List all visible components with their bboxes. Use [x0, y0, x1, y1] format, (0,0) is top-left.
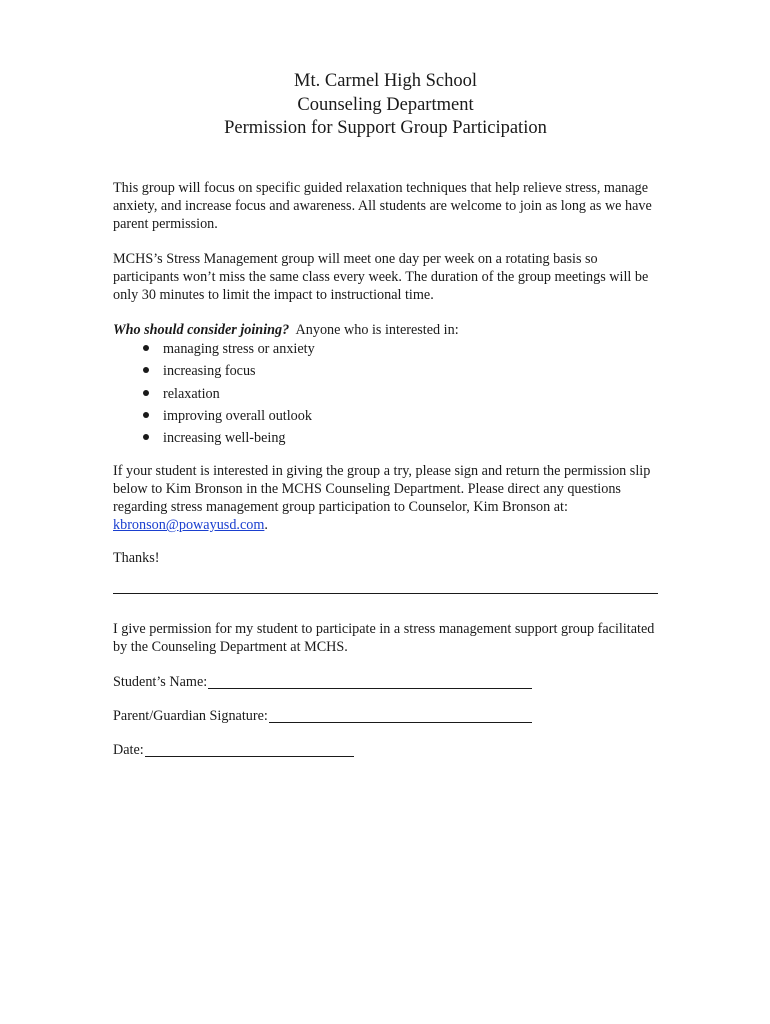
cut-line-divider	[113, 593, 658, 594]
date-field	[113, 741, 354, 759]
student-name-blank[interactable]	[208, 674, 532, 689]
form-header	[113, 70, 658, 141]
signature-label: Parent/Guardian Signature:	[113, 708, 268, 724]
signature-blank[interactable]	[269, 708, 532, 723]
bullet-icon	[143, 412, 149, 418]
list-item	[113, 385, 658, 407]
counselor-email-link[interactable]: kbronson@powayusd.com	[113, 517, 265, 533]
bullet-icon	[143, 434, 149, 440]
list-item-label: relaxation	[163, 385, 220, 402]
bullet-icon	[143, 390, 149, 396]
email-suffix: .	[264, 517, 268, 533]
intro-paragraph: This group will focus on specific guided relaxation techniques that help relieve stress, manage anxiety, and increase focus and awareness. All students are welcome to join as long as we have parent permission.	[113, 180, 652, 232]
list-item-label: improving overall outlook	[163, 407, 312, 424]
interest-list	[113, 340, 658, 451]
form-title: Permission for Support Group Participation	[224, 118, 547, 138]
who-should-join	[113, 321, 658, 339]
who-lead: Anyone who is interested in:	[295, 322, 459, 338]
list-item-label: increasing focus	[163, 363, 256, 380]
thanks-text: Thanks!	[113, 550, 160, 566]
who-question: Who should consider joining?	[113, 322, 290, 338]
consent-statement: I give permission for my student to participate in a stress management support group facilitated by the Counseling Department at MCHS.	[113, 621, 655, 655]
list-item-label: managing stress or anxiety	[163, 341, 315, 357]
date-label: Date:	[113, 742, 144, 758]
signature-field	[113, 707, 532, 725]
list-item	[113, 407, 658, 429]
date-blank[interactable]	[145, 742, 354, 757]
student-name-label: Student’s Name:	[113, 674, 208, 690]
department-name: Counseling Department	[297, 94, 474, 115]
list-item	[113, 362, 658, 384]
signup-paragraph	[113, 462, 658, 534]
student-name-field	[113, 673, 532, 691]
list-item-label: increasing well-being	[163, 430, 286, 447]
school-name: Mt. Carmel High School	[294, 71, 477, 91]
signup-text: If your student is interested in giving the group a try, please sign and return the permission slip below to Kim Bronson in the MCHS Counseling Department. Please direct any questions regarding stress management group participation to Counselor, Kim Bronson at:	[113, 463, 651, 515]
list-item	[113, 340, 658, 362]
bullet-icon	[143, 367, 149, 373]
bullet-icon	[143, 345, 149, 351]
list-item	[113, 429, 658, 451]
meeting-paragraph: MCHS’s Stress Management group will meet one day per week on a rotating basis so participants won’t miss the same class every week. The duration of the group meetings will be only 30 minutes to limit the impact to instructional time.	[113, 251, 649, 303]
